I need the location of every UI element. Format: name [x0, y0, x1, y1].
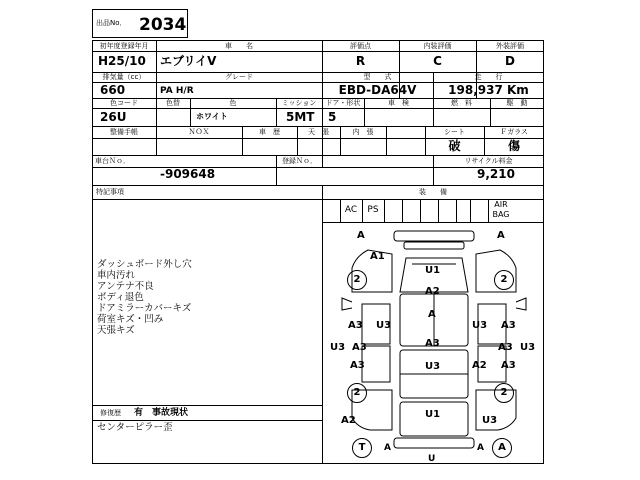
transmission-header: ミッション — [281, 99, 317, 107]
color-no-header: 色替 — [166, 99, 180, 107]
mark-bottom-left-a: A — [384, 443, 391, 453]
grade-value: PA H/R — [160, 86, 194, 96]
color-header: 色 — [229, 99, 237, 107]
transmission-value: 5MT — [286, 110, 315, 124]
mark-left-u3-1: U3 — [376, 320, 392, 331]
mark-a1: A1 — [370, 251, 385, 262]
mark-right-a3-2: A3 — [498, 342, 513, 353]
fuel-header: 燃 料 — [451, 99, 472, 107]
model-code-value: EBD-DA64V — [338, 83, 417, 97]
mark-right-a3-3: A3 — [501, 360, 516, 371]
mark-right-u3-2: U3 — [520, 342, 536, 353]
equipment-ac: AC — [344, 205, 358, 215]
remark-4: ボディ退色 — [97, 292, 144, 303]
chassis-no-value: -909648 — [160, 167, 216, 181]
lot-label: 出品No． — [96, 19, 127, 27]
displacement-value: 660 — [100, 83, 126, 97]
history-header: 車 歴 — [259, 128, 280, 136]
score-value: R — [355, 54, 366, 68]
mark-bottom-a2: A2 — [341, 415, 356, 426]
wheel-front-right: 2 — [494, 270, 514, 290]
mark-top-left: A — [357, 230, 365, 241]
model-name-value: エブリイV — [160, 54, 217, 68]
wheel-rear-right: 2 — [494, 383, 514, 403]
exterior-header: 外装評価 — [496, 42, 524, 50]
color-code-value: 26U — [100, 110, 127, 124]
recycle-header: リサイクル料金 — [464, 157, 513, 165]
repair-value: 有 — [134, 408, 144, 418]
mark-roof-u1: U1 — [425, 265, 441, 276]
color-code-header: 色コード — [110, 99, 138, 107]
remark-6: 荷室キズ・凹み — [97, 314, 164, 325]
remark-2: 車内汚れ — [97, 270, 136, 281]
recycle-value: 9,210 — [477, 167, 515, 181]
mark-floor-a: A — [428, 309, 436, 320]
lot-number: 2034 — [139, 15, 187, 35]
mark-right-a2: A2 — [472, 360, 487, 371]
repair-detail: 事故現状 — [152, 408, 189, 418]
interior-value: C — [433, 54, 442, 68]
glass-header: Ｆガラス — [500, 128, 528, 136]
manual-header: 整備手帳 — [110, 128, 138, 136]
interior2-header: 内 張 — [352, 128, 374, 136]
mark-left-a3-2: A3 — [352, 342, 367, 353]
color-value: ホワイト — [196, 112, 228, 121]
mark-top-right: A — [497, 230, 505, 241]
mark-right-a3-1: A3 — [501, 320, 516, 331]
sunroof-header: 天 張 — [308, 128, 329, 136]
seat-value: 破 — [448, 139, 461, 153]
tire-t-circle: T — [352, 438, 372, 458]
repair-note: センターピラー歪 — [97, 422, 173, 433]
equipment-header: 装 備 — [419, 188, 447, 196]
model-name-header: 車 名 — [225, 42, 253, 50]
mark-bottom-right-a: A — [477, 443, 484, 453]
drive-header: 駆 動 — [506, 99, 528, 107]
mark-mid-a3: A3 — [425, 338, 440, 349]
reg-no-header: 登録Ｎｏ． — [282, 157, 317, 165]
displacement-header: 排気量（cc） — [102, 73, 146, 81]
wheel-rear-left: 2 — [347, 383, 367, 403]
doors-value: 5 — [328, 110, 337, 124]
remark-5: ドアミラーカバーキズ — [97, 303, 192, 314]
remark-3: アンテナ不良 — [97, 281, 154, 292]
equipment-airbag: AIR BAG — [492, 200, 510, 219]
mark-left-a3-3: A3 — [350, 360, 365, 371]
mileage-value: 198,937 Km — [448, 83, 529, 97]
interior-header: 内装評価 — [423, 42, 452, 50]
mark-left-a3-1: A3 — [348, 320, 363, 331]
mark-bottom-u: U — [428, 454, 436, 464]
score-header: 評価点 — [350, 42, 371, 50]
equipment-ps: PS — [367, 205, 379, 215]
inspection-header: 車 検 — [388, 99, 409, 107]
tire-a-circle: A — [492, 438, 512, 458]
remark-7: 天張キズ — [97, 325, 135, 336]
remarks-header: 特記事項 — [96, 188, 124, 196]
glass-value: 傷 — [507, 139, 520, 153]
repair-label: 修復歴 — [100, 409, 121, 417]
first-reg-header: 初年度登録年月 — [99, 42, 149, 50]
lot-box — [92, 9, 188, 38]
grade-header: グレード — [225, 73, 253, 81]
mileage-header: 走 行 — [474, 73, 503, 81]
mark-mid-u3: U3 — [425, 361, 441, 372]
first-reg-value: H25/10 — [98, 54, 146, 68]
mark-bottom-u3: U3 — [482, 415, 498, 426]
doors-header: ドア・形状 — [325, 99, 361, 107]
seat-header: シート — [444, 128, 465, 136]
model-code-header: 型 式 — [363, 73, 392, 81]
mark-right-u3-1: U3 — [472, 320, 488, 331]
exterior-value: D — [505, 54, 515, 68]
nox-header: ＮＯＸ — [188, 128, 210, 136]
mark-bottom-u1: U1 — [425, 409, 441, 420]
chassis-no-header: 車台Ｎｏ． — [95, 157, 130, 165]
wheel-front-left: 2 — [347, 270, 367, 290]
mark-left-u3-2: U3 — [330, 342, 346, 353]
remark-1: ダッシュボード外し穴 — [97, 259, 192, 270]
mark-roof-a2: A2 — [425, 286, 440, 297]
